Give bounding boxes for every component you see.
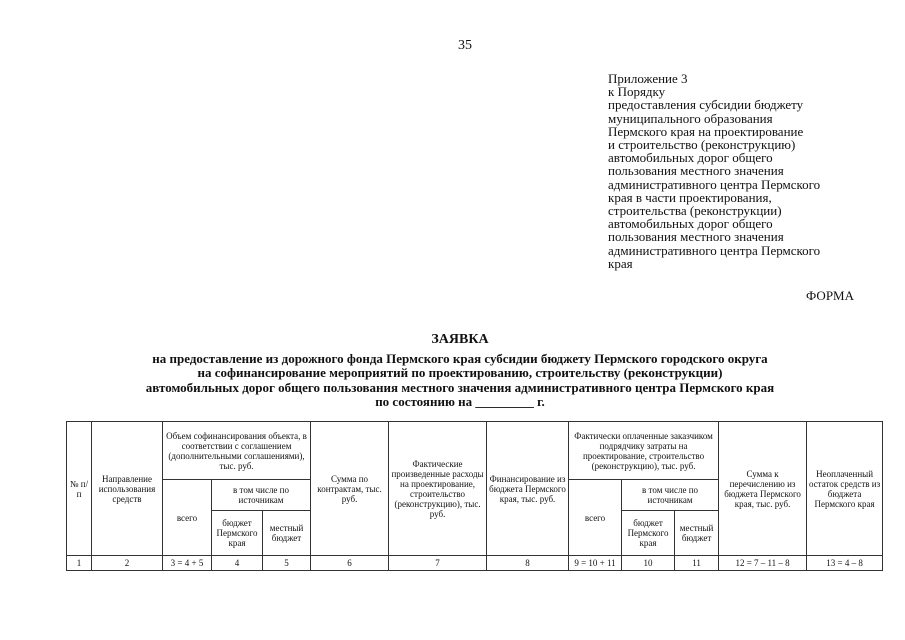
column-number: 3 = 4 + 5 bbox=[163, 556, 212, 571]
header-transfer: Сумма к перечислению из бюджета Пермского края, тыс. руб. bbox=[719, 422, 807, 556]
header-unpaid: Неоплаченный остаток средств из бюджета Пермского края bbox=[807, 422, 883, 556]
header-num: № п/п bbox=[67, 422, 92, 556]
column-number: 11 bbox=[675, 556, 719, 571]
document-title-block bbox=[60, 333, 860, 410]
title-line-3: автомобильных дорог общего пользования местного значения административного центра Пермского края bbox=[145, 379, 775, 395]
header-regional-budget-2: бюджет Пермского края bbox=[622, 511, 675, 556]
header-direction: Направление использования средств bbox=[92, 422, 163, 556]
column-number: 6 bbox=[311, 556, 389, 571]
appendix-note: Приложение 3 к Порядку предоставления субсидии бюджету муниципального образования Пермского края на проектирование и строительство (реконструкцию) автомобильных дорог общего пользования местного значения административного центра Пермского края в части проектирования, строительства (реконструкции) автомобильных дорог общего пользования местного значения административного центра Пермского края bbox=[608, 71, 821, 271]
column-number: 7 bbox=[389, 556, 487, 571]
header-including-2: в том числе по источникам bbox=[622, 480, 719, 511]
header-financing: Финансирование из бюджета Пермского края, тыс. руб. bbox=[487, 422, 569, 556]
header-actual-paid: Фактически оплаченные заказчиком подрядчику затраты на проектирование, строительство (реконструкцию), тыс. руб. bbox=[569, 422, 719, 480]
document-title: ЗАЯВКА bbox=[431, 332, 489, 347]
column-number: 5 bbox=[263, 556, 311, 571]
column-number: 10 bbox=[622, 556, 675, 571]
header-local-budget-2: местный бюджет bbox=[675, 511, 719, 556]
column-number: 2 bbox=[92, 556, 163, 571]
header-regional-budget-1: бюджет Пермского края bbox=[212, 511, 263, 556]
column-number: 4 bbox=[212, 556, 263, 571]
header-local-budget-1: местный бюджет bbox=[263, 511, 311, 556]
column-number: 8 bbox=[487, 556, 569, 571]
page-number: 35 bbox=[458, 38, 472, 53]
form-label: ФОРМА bbox=[806, 288, 854, 303]
header-contracts: Сумма по контрактам, тыс. руб. bbox=[311, 422, 389, 556]
header-total-2: всего bbox=[569, 480, 622, 556]
column-number: 1 bbox=[67, 556, 92, 571]
column-number: 13 = 4 – 8 bbox=[807, 556, 883, 571]
application-table bbox=[66, 421, 883, 571]
column-number: 12 = 7 – 11 – 8 bbox=[719, 556, 807, 571]
header-actual-expenses: Фактические произведенные расходы на проектирование, строительство (реконструкцию), тыс. руб. bbox=[389, 422, 487, 556]
column-number: 9 = 10 + 11 bbox=[569, 556, 622, 571]
title-line-2: на софинансирование мероприятий по проектированию, строительству (реконструкции) bbox=[197, 365, 723, 380]
header-total-1: всего bbox=[163, 480, 212, 556]
header-including-1: в том числе по источникам bbox=[212, 480, 311, 511]
header-volume: Объем софинансирования объекта, в соответствии с соглашением (дополнительными соглашениями), тыс. руб. bbox=[163, 422, 311, 480]
title-line-4: по состоянию на _________ г. bbox=[375, 394, 545, 409]
title-line-1: на предоставление из дорожного фонда Пермского края субсидии бюджету Пермского городского округа bbox=[152, 350, 768, 366]
